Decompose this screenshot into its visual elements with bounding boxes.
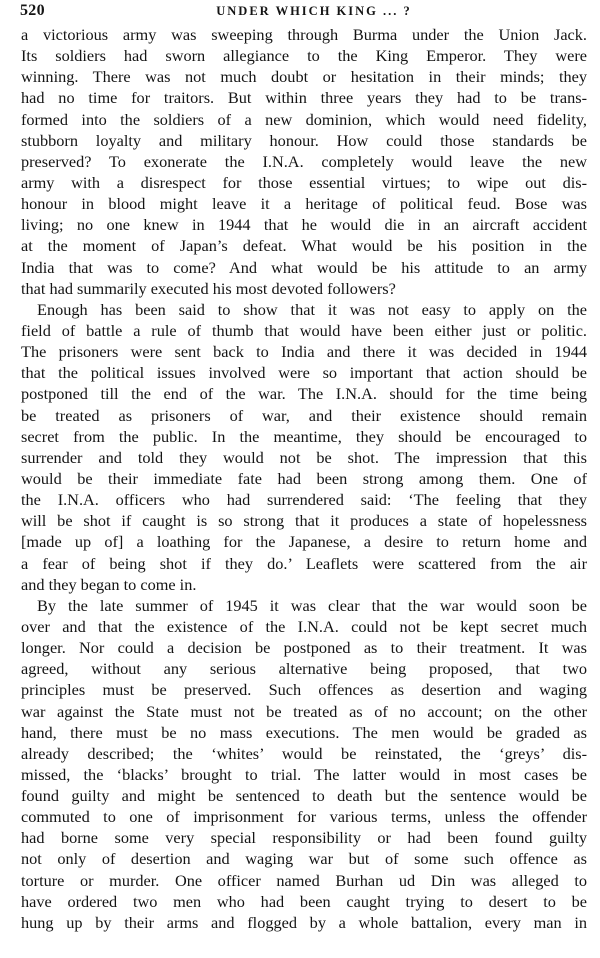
- text-line: Enough has been said to show that it was not easy to apply on the: [37, 299, 587, 319]
- text-line: not only of desertion and waging war but of some such offence as: [21, 849, 587, 869]
- text-line: have ordered two men who had been caught trying to desert to be: [21, 891, 587, 911]
- text-line: the I.N.A. officers who had surrendered said: ‘The feeling that they: [21, 490, 587, 510]
- text-line: war against the State must not be treated as of no account; on the other: [21, 701, 587, 721]
- text-line: already described; the ‘whites’ would be reinstated, the ‘greys’ dis-: [21, 743, 587, 763]
- text-line: commuted to one of imprisonment for various terms, unless the offender: [21, 807, 587, 827]
- text-line: had no time for traitors. But within three years they had to be trans-: [21, 88, 587, 108]
- text-line: surrender and told they would not be shot. The impression that this: [21, 447, 587, 467]
- body-text: [21, 24, 587, 933]
- text-line: torture or murder. One officer named Burhan ud Din was alleged to: [21, 870, 587, 890]
- text-line: missed, the ‘blacks’ brought to trial. The latter would in most cases be: [21, 764, 587, 784]
- running-title: UNDER WHICH KING ... ?: [216, 4, 412, 18]
- text-line: [made up of] a loathing for the Japanese, a desire to return home and: [21, 532, 587, 552]
- text-line: India that was to come? And what would be his attitude to an army: [21, 257, 587, 277]
- text-line: secret from the public. In the meantime, they should be encouraged to: [21, 426, 587, 446]
- text-line: living; no one knew in 1944 that he would die in an aircraft accident: [21, 215, 587, 235]
- text-line: hand, there must be no mass executions. The men would be graded as: [21, 722, 587, 742]
- text-line: and they began to come in.: [21, 574, 197, 594]
- page-number: 520: [20, 2, 45, 19]
- text-line: By the late summer of 1945 it was clear that the war would soon be: [37, 595, 587, 615]
- text-line: had borne some very special responsibility or had been found guilty: [21, 828, 587, 848]
- paragraph: [21, 595, 587, 933]
- book-page: [21, 0, 587, 933]
- text-line: over and that the existence of the I.N.A. could not be kept secret much: [21, 616, 587, 636]
- text-line: winning. There was not much doubt or hesitation in their minds; they: [21, 67, 587, 87]
- paragraph: [21, 299, 587, 595]
- text-line: be treated as prisoners of war, and their existence should remain: [21, 405, 587, 425]
- text-line: honour in blood might leave it a heritage of political feud. Bose was: [21, 194, 587, 214]
- text-line: that the political issues involved were so important that action should be: [21, 363, 587, 383]
- text-line: formed into the soldiers of a new dominion, which would need fidelity,: [21, 109, 587, 129]
- text-line: hung up by their arms and flogged by a whole battalion, every man in: [21, 912, 587, 932]
- text-line: principles must be preserved. Such offences as desertion and waging: [21, 680, 587, 700]
- text-line: agreed, without any serious alternative being proposed, that two: [21, 659, 587, 679]
- text-line: Its soldiers had sworn allegiance to the King Emperor. They were: [21, 46, 587, 66]
- text-line: will be shot if caught is so strong that it produces a state of hopelessness: [21, 511, 587, 531]
- text-line: longer. Nor could a decision be postponed as to their treatment. It was: [21, 638, 587, 658]
- text-line: field of battle a rule of thumb that would have been either just or politic.: [21, 320, 587, 340]
- text-line: a fear of being shot if they do.’ Leaflets were scattered from the air: [21, 553, 587, 573]
- text-line: The prisoners were sent back to India and there it was decided in 1944: [21, 342, 587, 362]
- paragraph: [21, 24, 587, 299]
- text-line: preserved? To exonerate the I.N.A. completely would leave the new: [21, 151, 587, 171]
- text-line: found guilty and might be sentenced to death but the sentence would be: [21, 786, 587, 806]
- running-head: [21, 0, 587, 24]
- text-line: army with a disrespect for those essential virtues; to wipe out dis-: [21, 172, 587, 192]
- text-line: at the moment of Japan’s defeat. What would be his position in the: [21, 236, 587, 256]
- text-line: a victorious army was sweeping through Burma under the Union Jack.: [21, 25, 587, 44]
- text-line: would be their immediate fate had been strong among them. One of: [21, 468, 587, 488]
- text-line: that had summarily executed his most devoted followers?: [21, 278, 396, 298]
- text-line: stubborn loyalty and military honour. How could those standards be: [21, 130, 587, 150]
- text-line: postponed till the end of the war. The I.N.A. should for the time being: [21, 384, 587, 404]
